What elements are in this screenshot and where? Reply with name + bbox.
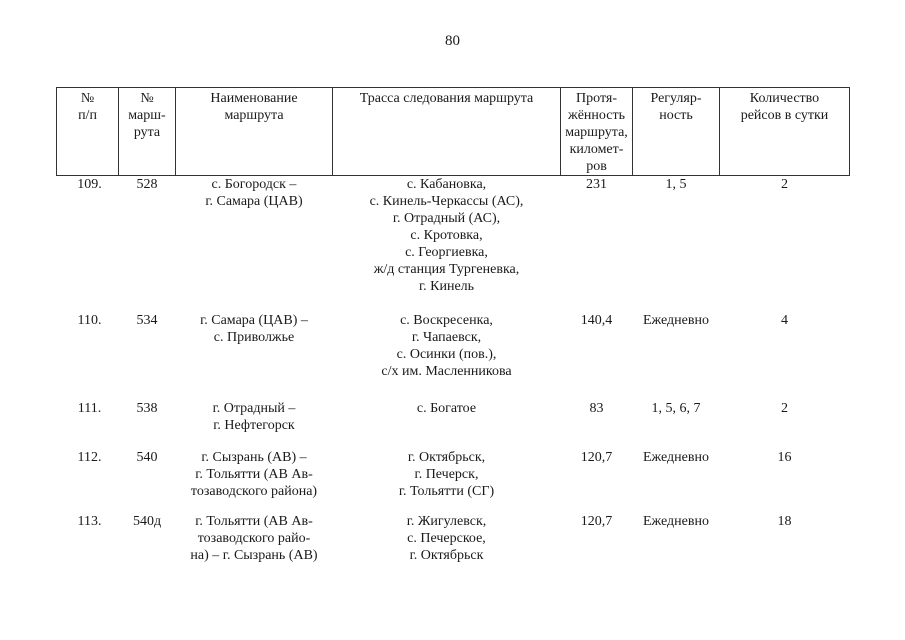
cell-route-path: с. Воскресенка, г. Чапаевск, с. Осинки (пов.), с/х им. Масленникова — [381, 313, 512, 379]
table-row — [57, 312, 850, 400]
cell-route-path: г. Жигулевск, с. Печерское, г. Октябрьск — [406, 514, 487, 563]
header-route-length: Протя- жённость маршрута, километ- ров — [561, 88, 633, 176]
cell-route-number: 534 — [136, 313, 158, 328]
table-row — [57, 513, 850, 573]
header-route-number: № марш- рута — [119, 88, 176, 176]
header-trips-per-day: Количество рейсов в сутки — [720, 88, 850, 176]
cell-trips-per-day: 18 — [777, 514, 792, 529]
table-row — [57, 449, 850, 513]
cell-row-number: 113. — [77, 514, 102, 529]
cell-route-name: г. Тольятти (АВ Ав- тозаводского райо- на) – г. Сызрань (АВ) — [190, 514, 318, 563]
cell-route-number: 540д — [132, 514, 162, 529]
header-route-path: Трасса следования маршрута — [333, 88, 561, 176]
cell-trips-per-day: 4 — [781, 313, 788, 328]
cell-regularity: Ежедневно — [642, 313, 709, 328]
cell-regularity: Ежедневно — [642, 514, 709, 529]
cell-row-number: 109. — [77, 177, 102, 192]
cell-route-number: 528 — [136, 177, 158, 192]
cell-route-length: 140,4 — [580, 313, 613, 328]
cell-route-length: 231 — [586, 177, 607, 192]
cell-regularity: 1, 5 — [665, 177, 687, 192]
cell-route-name: г. Отрадный – г. Нефтегорск — [212, 401, 296, 433]
header-regularity: Регуляр- ность — [633, 88, 720, 176]
table-header-row — [57, 88, 850, 176]
cell-route-number: 540 — [136, 450, 158, 465]
cell-route-name: с. Богородск – г. Самара (ЦАВ) — [205, 177, 303, 209]
cell-row-number: 111. — [77, 401, 102, 416]
cell-route-length: 83 — [589, 401, 604, 416]
cell-trips-per-day: 16 — [777, 450, 792, 465]
table-row — [57, 176, 850, 313]
routes-table — [56, 87, 850, 573]
cell-route-number: 538 — [136, 401, 158, 416]
cell-route-path: с. Кабановка, с. Кинель-Черкассы (АС), г. Отрадный (АС), с. Кротовка, с. Георгиевка, ж/д станция Тургеневка, г. Кинель — [369, 177, 524, 294]
header-row-number: № п/п — [57, 88, 119, 176]
cell-route-path: г. Октябрьск, г. Печерск, г. Тольятти (СГ) — [398, 450, 495, 499]
cell-route-name: г. Самара (ЦАВ) – с. Приволжье — [200, 313, 308, 345]
cell-route-length: 120,7 — [580, 450, 613, 465]
header-route-name: Наименование маршрута — [176, 88, 333, 176]
cell-regularity: 1, 5, 6, 7 — [651, 401, 701, 416]
cell-trips-per-day: 2 — [781, 177, 788, 192]
table-row — [57, 400, 850, 449]
page-number: 80 — [445, 33, 460, 49]
cell-route-length: 120,7 — [580, 514, 613, 529]
cell-regularity: Ежедневно — [642, 450, 709, 465]
cell-row-number: 110. — [77, 313, 102, 328]
cell-trips-per-day: 2 — [781, 401, 788, 416]
cell-row-number: 112. — [77, 450, 102, 465]
cell-route-name: г. Сызрань (АВ) – г. Тольятти (АВ Ав- тозаводского района) — [190, 450, 318, 499]
cell-route-path: с. Богатое — [416, 401, 477, 416]
